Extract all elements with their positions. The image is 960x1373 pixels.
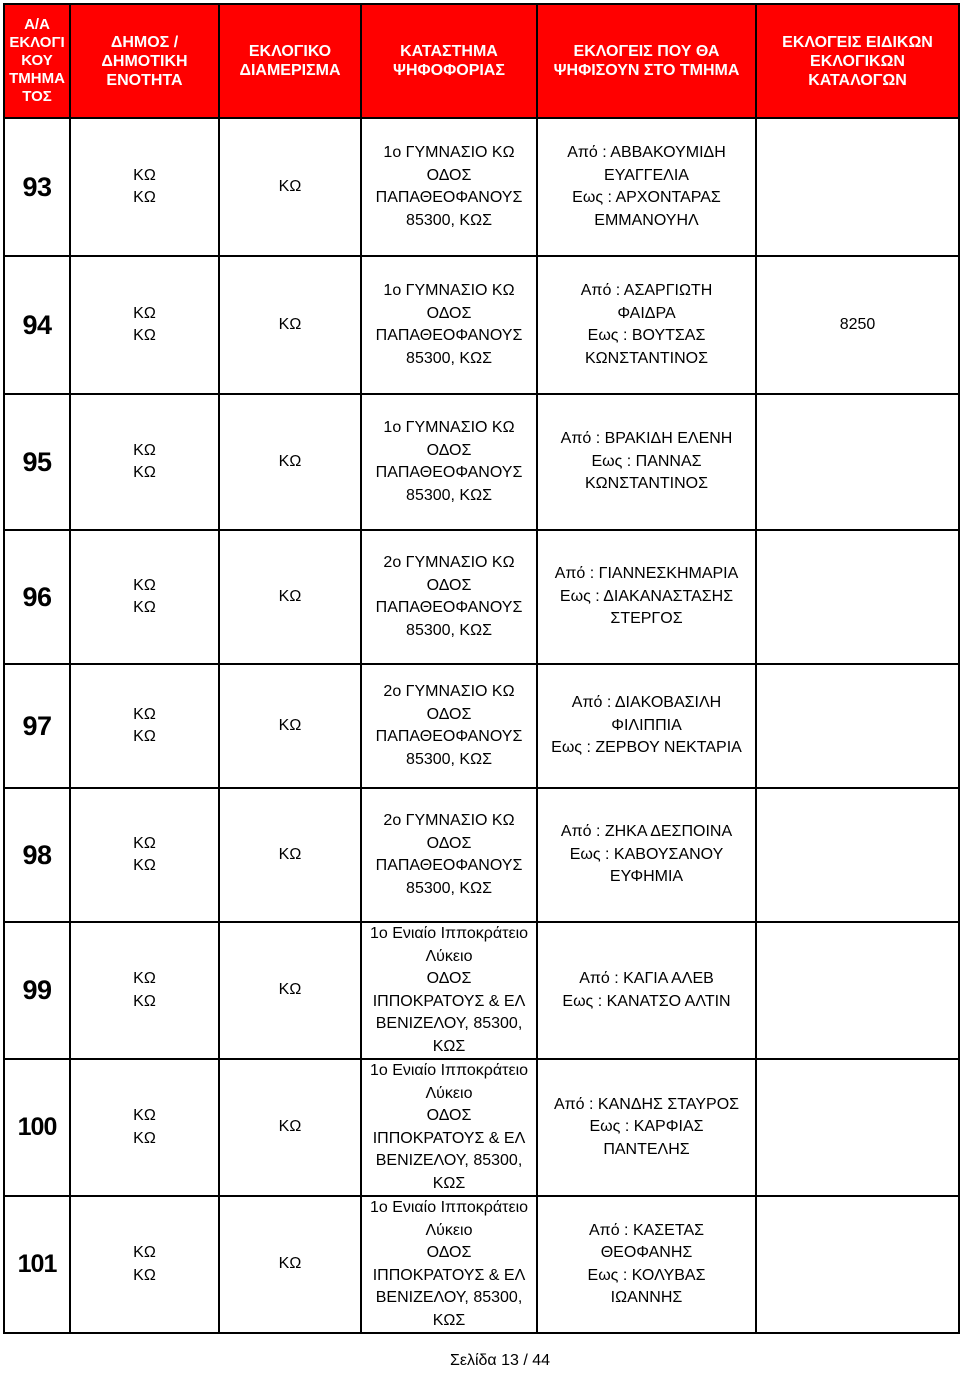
section-number: 97	[4, 664, 70, 788]
section-number: 95	[4, 394, 70, 530]
section-number: 94	[4, 256, 70, 394]
table-row	[4, 118, 959, 256]
station-cell: 1ο ΓΥΜΝΑΣΙΟ ΚΩ ΟΔΟΣ ΠΑΠΑΘΕΟΦΑΝΟΥΣ 85300, ΚΩΣ	[361, 256, 537, 394]
voters-cell: Από : ΚΑΝΔΗΣ ΣΤΑΥΡΟΣ Εως : ΚΑΡΦΙΑΣ ΠΑΝΤΕΛΗΣ	[537, 1059, 756, 1196]
district-cell: ΚΩ	[219, 788, 361, 922]
district-cell: ΚΩ	[219, 394, 361, 530]
station-cell: 2ο ΓΥΜΝΑΣΙΟ ΚΩ ΟΔΟΣ ΠΑΠΑΘΕΟΦΑΝΟΥΣ 85300, ΚΩΣ	[361, 530, 537, 664]
special-cell	[756, 922, 959, 1059]
special-cell	[756, 1196, 959, 1333]
special-cell: 8250	[756, 256, 959, 394]
special-cell	[756, 394, 959, 530]
station-cell: 1ο ΓΥΜΝΑΣΙΟ ΚΩ ΟΔΟΣ ΠΑΠΑΘΕΟΦΑΝΟΥΣ 85300, ΚΩΣ	[361, 394, 537, 530]
header-electoral-district: ΕΚΛΟΓΙΚΟ ΔΙΑΜΕΡΙΣΜΑ	[219, 4, 361, 118]
voters-cell: Από : ΖΗΚΑ ΔΕΣΠΟΙΝΑ Εως : ΚΑΒΟΥΣΑΝΟΥ ΕΥΦΗΜΙΑ	[537, 788, 756, 922]
section-number: 96	[4, 530, 70, 664]
voters-cell: Από : ΑΒΒΑΚΟΥΜΙΔΗ ΕΥΑΓΓΕΛΙΑ Εως : ΑΡΧΟΝΤΑΡΑΣ ΕΜΜΑΝΟΥΗΛ	[537, 118, 756, 256]
district-cell: ΚΩ	[219, 256, 361, 394]
municipality-cell: ΚΩ ΚΩ	[70, 118, 219, 256]
table-row	[4, 394, 959, 530]
district-cell: ΚΩ	[219, 922, 361, 1059]
voters-cell: Από : ΔΙΑΚΟΒΑΣΙΛΗ ΦΙΛΙΠΠΙΑ Εως : ΖΕΡΒΟΥ ΝΕΚΤΑΡΙΑ	[537, 664, 756, 788]
section-number: 93	[4, 118, 70, 256]
voters-cell: Από : ΓΙΑΝΝΕΣΚΗΜΑΡΙΑ Εως : ΔΙΑΚΑΝΑΣΤΑΣΗΣ ΣΤΕΡΓΟΣ	[537, 530, 756, 664]
station-cell: 1ο ΓΥΜΝΑΣΙΟ ΚΩ ΟΔΟΣ ΠΑΠΑΘΕΟΦΑΝΟΥΣ 85300, ΚΩΣ	[361, 118, 537, 256]
header-voters-range: ΕΚΛΟΓΕΙΣ ΠΟΥ ΘΑ ΨΗΦΙΣΟΥΝ ΣΤΟ ΤΜΗΜΑ	[537, 4, 756, 118]
page-number: Σελίδα 13 / 44	[449, 1352, 551, 1369]
section-number: 98	[4, 788, 70, 922]
municipality-cell: ΚΩ ΚΩ	[70, 256, 219, 394]
municipality-cell: ΚΩ ΚΩ	[70, 394, 219, 530]
district-cell: ΚΩ	[219, 1196, 361, 1333]
voters-cell: Από : ΚΑΣΕΤΑΣ ΘΕΟΦΑΝΗΣ Εως : ΚΟΛΥΒΑΣ ΙΩΑΝΝΗΣ	[537, 1196, 756, 1333]
table-header-row	[4, 4, 959, 118]
table-row	[4, 1196, 959, 1333]
municipality-cell: ΚΩ ΚΩ	[70, 1059, 219, 1196]
header-municipality: ΔΗΜΟΣ / ΔΗΜΟΤΙΚΗ ΕΝΟΤΗΤΑ	[70, 4, 219, 118]
special-cell	[756, 1059, 959, 1196]
section-number: 100	[4, 1059, 70, 1196]
special-cell	[756, 788, 959, 922]
voters-cell: Από : ΑΣΑΡΓΙΩΤΗ ΦΑΙΔΡΑ Εως : ΒΟΥΤΣΑΣ ΚΩΝΣΤΑΝΤΙΝΟΣ	[537, 256, 756, 394]
district-cell: ΚΩ	[219, 664, 361, 788]
municipality-cell: ΚΩ ΚΩ	[70, 922, 219, 1059]
municipality-cell: ΚΩ ΚΩ	[70, 788, 219, 922]
header-polling-station: ΚΑΤΑΣΤΗΜΑ ΨΗΦΟΦΟΡΙΑΣ	[361, 4, 537, 118]
table-row	[4, 664, 959, 788]
district-cell: ΚΩ	[219, 118, 361, 256]
table-row	[4, 922, 959, 1059]
special-cell	[756, 664, 959, 788]
district-cell: ΚΩ	[219, 1059, 361, 1196]
table-row	[4, 256, 959, 394]
table-row	[4, 1059, 959, 1196]
station-cell: 1ο Ενιαίο Ιπποκράτειο Λύκειο ΟΔΟΣ ΙΠΠΟΚΡΑΤΟΥΣ & ΕΛ ΒΕΝΙΖΕΛΟΥ, 85300, ΚΩΣ	[361, 1059, 537, 1196]
station-cell: 2ο ΓΥΜΝΑΣΙΟ ΚΩ ΟΔΟΣ ΠΑΠΑΘΕΟΦΑΝΟΥΣ 85300, ΚΩΣ	[361, 788, 537, 922]
polling-stations-table	[3, 3, 960, 1334]
table-row	[4, 530, 959, 664]
station-cell: 1ο Ενιαίο Ιπποκράτειο Λύκειο ΟΔΟΣ ΙΠΠΟΚΡΑΤΟΥΣ & ΕΛ ΒΕΝΙΖΕΛΟΥ, 85300, ΚΩΣ	[361, 922, 537, 1059]
header-special-lists: ΕΚΛΟΓΕΙΣ ΕΙΔΙΚΩΝ ΕΚΛΟΓΙΚΩΝ ΚΑΤΑΛΟΓΩΝ	[756, 4, 959, 118]
section-number: 99	[4, 922, 70, 1059]
municipality-cell: ΚΩ ΚΩ	[70, 1196, 219, 1333]
special-cell	[756, 118, 959, 256]
station-cell: 2ο ΓΥΜΝΑΣΙΟ ΚΩ ΟΔΟΣ ΠΑΠΑΘΕΟΦΑΝΟΥΣ 85300, ΚΩΣ	[361, 664, 537, 788]
voters-cell: Από : ΒΡΑΚΙΔΗ ΕΛΕΝΗ Εως : ΠΑΝΝΑΣ ΚΩΝΣΤΑΝΤΙΝΟΣ	[537, 394, 756, 530]
table-row	[4, 788, 959, 922]
district-cell: ΚΩ	[219, 530, 361, 664]
municipality-cell: ΚΩ ΚΩ	[70, 530, 219, 664]
voters-cell: Από : ΚΑΓΙΑ ΑΛΕΒ Εως : ΚΑΝΑΤΣΟ ΑΛΤΙΝ	[537, 922, 756, 1059]
section-number: 101	[4, 1196, 70, 1333]
municipality-cell: ΚΩ ΚΩ	[70, 664, 219, 788]
special-cell	[756, 530, 959, 664]
station-cell: 1ο Ενιαίο Ιπποκράτειο Λύκειο ΟΔΟΣ ΙΠΠΟΚΡΑΤΟΥΣ & ΕΛ ΒΕΝΙΖΕΛΟΥ, 85300, ΚΩΣ	[361, 1196, 537, 1333]
header-section-number: Α/Α ΕΚΛΟΓΙ ΚΟΥ ΤΜΗΜΑ ΤΟΣ	[4, 4, 70, 118]
